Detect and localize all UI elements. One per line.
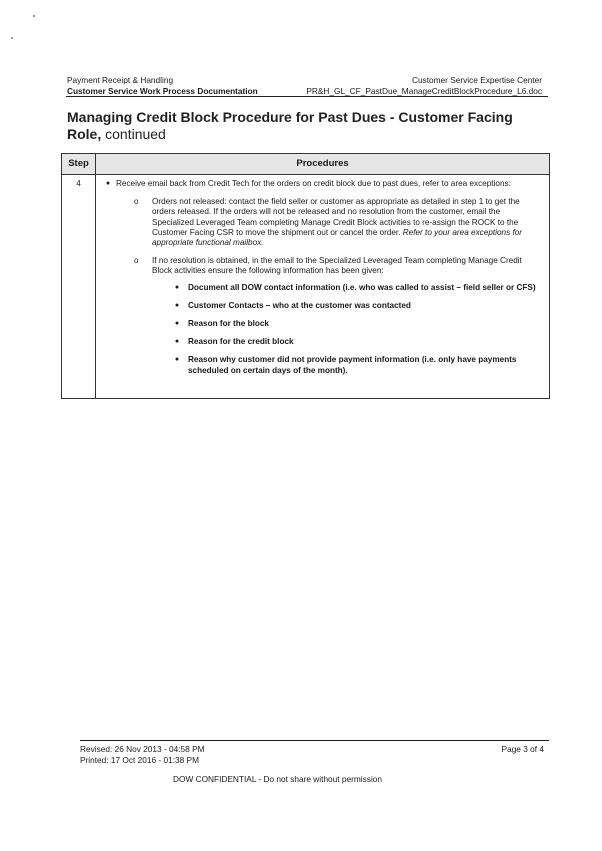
table-header-row (62, 154, 550, 175)
scan-speck (33, 15, 35, 17)
bullet-icon: ● (174, 320, 180, 328)
confidentiality-notice: DOW CONFIDENTIAL - Do not share without permission (173, 774, 383, 784)
sub-item-orders-not-released (134, 197, 541, 248)
footer-divider (80, 740, 549, 741)
procedure-cell (96, 175, 550, 399)
list-item-text: Reason for the block (188, 319, 269, 329)
header-filename: PR&H_GL_CF_PastDue_ManageCreditBlockProcedure_L6.doc (306, 85, 542, 96)
sub-item-body (152, 256, 541, 384)
header-doc-type: Customer Service Work Process Documentation (67, 85, 258, 96)
list-item (166, 319, 541, 329)
sub-item-no-resolution (134, 256, 541, 384)
header-left (67, 75, 258, 96)
bullet-icon: ● (174, 301, 180, 309)
procedure-bullet (100, 179, 541, 189)
column-header-step: Step (62, 154, 96, 175)
table-row (62, 175, 550, 399)
step-number: 4 (62, 175, 96, 399)
procedure-table (61, 153, 550, 399)
circle-bullet-icon: o (134, 256, 139, 266)
list-item-text: Reason for the credit block (188, 337, 294, 347)
header-process-name: Payment Receipt & Handling (67, 75, 174, 85)
bullet-icon: ● (105, 180, 111, 187)
column-header-procedures: Procedures (96, 154, 550, 175)
sub-item-text: Orders not released: contact the field seller or customer as appropriate as detailed in step 1 to get the orders released. If the orders will not be released and no resolution from the customer, email the Specialized Leveraged Team completing Manage Credit Block activities to re-assign the ROCK to the Customer Facing CSR to move the shipment out or cancel the order. (152, 197, 520, 237)
footer-dates (80, 744, 205, 765)
sub-item-italic-note: Refer to your area exceptions for appropriate functional mailbox. (152, 227, 523, 248)
circle-bullet-icon: o (134, 197, 139, 207)
list-item-text: Document all DOW contact information (i.e. who was called to assist – field seller or CFS) (188, 282, 536, 292)
title-continued: continued (105, 126, 166, 142)
required-info-list (166, 283, 541, 376)
page-number: Page 3 of 4 (501, 744, 544, 754)
printed-date: Printed: 17 Oct 2016 - 01:38 PM (80, 754, 199, 765)
sub-item-body (152, 197, 541, 248)
page-title (67, 109, 537, 143)
procedure-intro: Receive email back from Credit Tech for the orders on credit block due to past dues, refer to area exceptions: (116, 179, 511, 188)
bullet-icon: ● (174, 283, 180, 291)
list-item (166, 337, 541, 347)
sub-list (134, 197, 541, 384)
header-divider (66, 96, 548, 97)
list-item-text: Customer Contacts – who at the customer was contacted (188, 300, 411, 310)
scan-speck (11, 37, 13, 39)
list-item-text: Reason why customer did not provide payment information (i.e. only have payments scheduled on certain days of the month). (188, 355, 517, 375)
bullet-icon: ● (174, 338, 180, 346)
title-main: Managing Credit Block Procedure for Past Dues - Customer Facing Role, (67, 109, 513, 142)
sub-item-text: If no resolution is obtained, in the email to the Specialized Leveraged Team completing Manage Credit Block activities ensure the following information has been given: (152, 256, 522, 276)
list-item (166, 301, 541, 311)
bullet-icon: ● (174, 356, 180, 364)
revised-date: Revised: 26 Nov 2013 - 04:58 PM (80, 744, 205, 754)
list-item (166, 355, 541, 375)
header-right (306, 75, 542, 96)
header-center-name: Customer Service Expertise Center (411, 75, 542, 85)
list-item (166, 283, 541, 293)
